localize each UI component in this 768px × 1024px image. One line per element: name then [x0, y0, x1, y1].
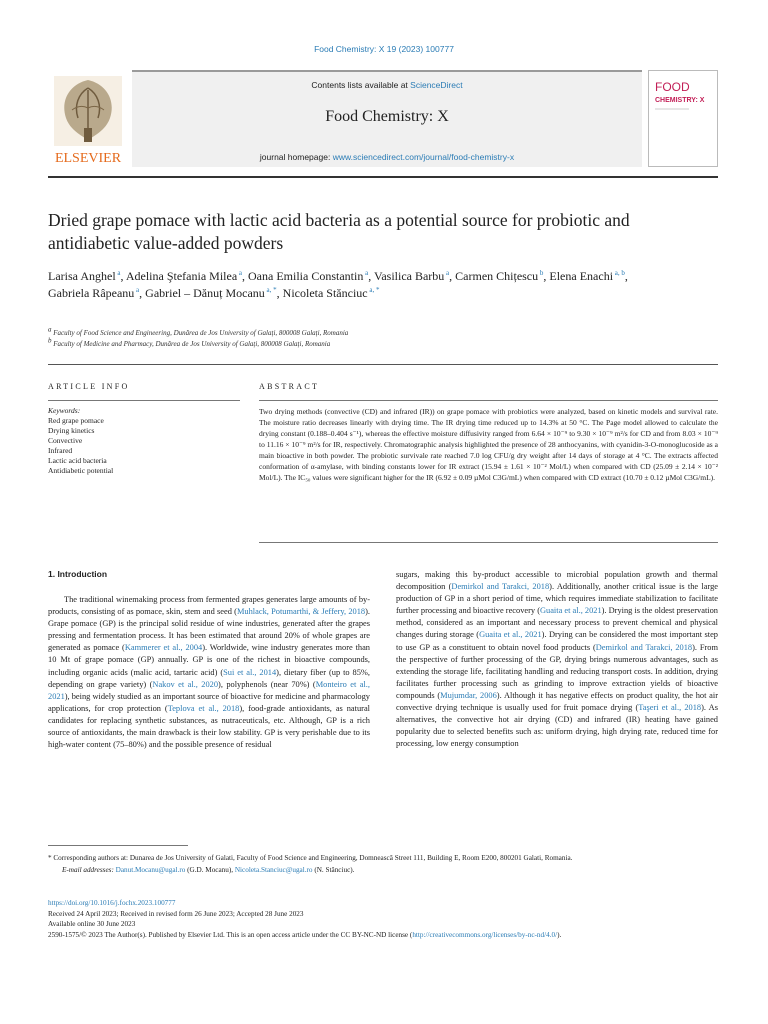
journal-title: Food Chemistry: X: [325, 108, 449, 125]
citation-link[interactable]: Demirkol and Tarakci, 2018: [451, 582, 550, 592]
author-affiliation-mark[interactable]: a, b: [613, 269, 625, 277]
email-label: E-mail addresses:: [62, 866, 116, 874]
elsevier-wordmark: ELSEVIER: [54, 151, 122, 166]
citation-link[interactable]: Demirkol and Tarakci, 2018: [595, 642, 693, 652]
body-text: ), dietary fiber (up to 85%, depending on grape variety) (: [48, 667, 370, 689]
author-name[interactable]: Vasilica Barbu: [373, 269, 445, 283]
received-dates: Received 24 April 2023; Received in revised form 26 June 2023; Accepted 28 June 2023: [48, 909, 304, 918]
affiliation-item: [48, 325, 668, 339]
citation-link[interactable]: Monteiro et al., 2021: [48, 679, 370, 701]
online-date: Available online 30 June 2023: [48, 920, 136, 928]
elsevier-logo[interactable]: [48, 70, 128, 167]
cover-title-line1: FOOD: [655, 80, 690, 94]
corresponding-author-note: * Corresponding authors at: Dunarea de Jos University of Galati, Faculty of Food Science and Engineering, Domnească Street 111, Building E, Room E200, 800201 Galati, Romania.: [48, 854, 573, 862]
header-rule: [48, 176, 718, 178]
keyword-item: Lactic acid bacteria: [48, 456, 107, 465]
author-affiliation-mark[interactable]: a: [363, 269, 369, 277]
homepage-prefix: journal homepage:: [259, 152, 333, 162]
email-link-mocanu[interactable]: Danut.Mocanu@ugal.ro: [115, 866, 186, 874]
intro-column-right: [396, 569, 718, 750]
body-text: ). From the perspective of further processing of the GP, drying brings numerous advantages, such as extending the storage life, facilitating handling and reducing transport costs. In addition, drying facilitates further processing such as grinding to improve extraction yields of bioactive compounds (: [396, 642, 718, 700]
body-text: ), polyphenols (near 70%) (: [218, 679, 316, 689]
keywords-list: [48, 416, 240, 476]
cover-title-line2: CHEMISTRY: X: [655, 97, 705, 104]
citation-link[interactable]: Teplova et al., 2018: [167, 703, 240, 713]
keyword-item: Infrared: [48, 446, 73, 455]
email-line: [48, 864, 718, 876]
author-name[interactable]: Adelina Ştefania Milea: [125, 269, 238, 283]
author-name[interactable]: Oana Emilia Constantin: [248, 269, 364, 283]
body-text: ). Worldwide, wine industry generates more than 10 Mt of grape pomace (GP) annually. GP is one of the richest in bioactive compounds, including organic acids (malic acid, tartaric acid) (: [48, 643, 370, 677]
keyword-item: Convective: [48, 436, 83, 445]
author-name[interactable]: Nicoleta Stănciuc: [282, 286, 368, 300]
citation-link[interactable]: Nakov et al., 2020: [152, 679, 219, 689]
introduction-heading: 1. Introduction: [48, 569, 108, 579]
keyword-item: Antidiabetic potential: [48, 466, 114, 475]
email-link-stanciuc[interactable]: Nicoleta.Stanciuc@ugal.ro: [234, 866, 313, 874]
body-text: sugars, making this by-product accessible to microbial population growth and thermal decomposition (: [396, 570, 718, 592]
author-affiliation-mark[interactable]: a, *: [264, 286, 277, 294]
author-affiliation-mark[interactable]: a, *: [367, 286, 380, 294]
citation-link[interactable]: Kammerer et al., 2004: [124, 643, 203, 653]
license-suffix: ).: [557, 930, 562, 939]
affiliation-text: Faculty of Food Science and Engineering, Dunărea de Jos University of Galați, 800008 Galați, Romania: [53, 329, 349, 337]
footnote-rule: [48, 845, 188, 846]
body-text: ). Drying can be considered the most important step to use GP as a constituent to obtain novel food products (: [396, 630, 718, 652]
affiliation-text: Faculty of Medicine and Pharmacy, Dunărea de Jos University of Galați, 800008 Galați, Romania: [53, 339, 331, 348]
abstract-text: Two drying methods (convective (CD) and infrared (IR)) on grape pomace with probiotics were analyzed, based on kinetic models and survival rate. The moisture ratio decreases linearly with drying time. The IR drying time reduced up to 14.3% at 50 °C. The Page model allowed to calculate the drying constant (0.188–0.404 s⁻¹), whereas the effective moisture diffusivity ranged from 6.64 × 10⁻⁹ to 9.30 × 10⁻⁹ m²/s for CD and from 8.03 × 10⁻⁹ to 11.16 × 10⁻⁹ m²/s for IR, respectively. Chromatographic analysis highlighted the presence of 28 anthocyanins, with cyanidin-3-O-monoglucoside as a main bioactive in both powder. The probiotic survivale rate reached 7.0 log CFU/g dry weight after 14 days of storage at 4 °C. The extracts affected conformation of α-amylase, with binding constants lower for IR extract (15.94 ± 1.61 × 10⁻² Mol/L) when compared with CD (25.09 ± 2.14 × 10⁻² Mol/L). The IC₅₀ values were significant higher for the IR (6.92 ± 0.09 µMol C3G/mL) when compared with CD extract (10.70 ± 0.12 µMol C3G/mL).: [259, 407, 718, 482]
email2-owner: (N. Stănciuc).: [312, 866, 355, 874]
journal-header-box: [132, 70, 642, 167]
footnotes: [48, 852, 718, 876]
keywords-label: Keywords:: [48, 406, 81, 415]
citation-link[interactable]: Guaita et al., 2021: [479, 630, 542, 640]
author-affiliation-mark[interactable]: b: [538, 269, 544, 277]
article-title: Dried grape pomace with lactic acid bacteria as a potential source for probiotic and antidiabetic value-added powders: [48, 210, 630, 253]
affiliation-item: [48, 336, 668, 350]
citation-link[interactable]: Guaita et al., 2021: [539, 606, 602, 616]
homepage-line: [132, 152, 642, 162]
author-affiliation-mark[interactable]: a: [444, 269, 450, 277]
body-text: ). Additionally, another critical issue is the large production of GP in a short period of time, which requires immediate stabilization to facilitate further processing and bioactive recovery (: [396, 582, 719, 616]
body-text: ). As alternatives, the convective hot air drying (CD) and infrared (IR) heating have gained popularity due to selected benefits such as: uniform drying, high drying rate, reduced time for processing, low energy consumption: [396, 703, 718, 749]
body-text: ). Drying is the oldest preservation method, considered as an important and necessary process to prevent chemical and physical changes during storage (: [396, 606, 718, 640]
keyword-item: Red grape pomace: [48, 416, 104, 425]
author-name[interactable]: Gabriel – Dănuț Mocanu: [145, 286, 265, 300]
intro-column-left: [48, 594, 370, 751]
homepage-link[interactable]: www.sciencedirect.com/journal/food-chemistry-x: [332, 152, 515, 162]
citation-link[interactable]: Muhlack, Potumarthi, & Jeffery, 2018: [236, 607, 366, 617]
author-affiliation-mark[interactable]: a: [237, 269, 243, 277]
author-affiliation-mark[interactable]: a: [115, 269, 121, 277]
email1-owner: (G.D. Mocanu),: [185, 866, 235, 874]
contents-prefix: Contents lists available at: [311, 80, 411, 90]
keywords-block: [48, 406, 240, 476]
keyword-item: Drying kinetics: [48, 426, 95, 435]
author-name[interactable]: Carmen Chițescu: [455, 269, 539, 283]
license-prefix: 2590-1575/© 2023 The Author(s). Published by Elsevier Ltd. This is an open access article under the CC BY-NC-ND license (: [48, 930, 413, 939]
section-rule: [48, 364, 718, 365]
author-name[interactable]: Larisa Anghel: [48, 269, 116, 283]
author-affiliation-mark[interactable]: a: [134, 286, 140, 294]
affiliations: [48, 325, 668, 349]
body-text: ). Grape pomace (GP) is the principal solid residue of wine industries, generated after the grapes pressing and fermentation process. It has been estimated that around 20% of whole grapes are generated as pomace (: [48, 607, 371, 653]
author-list: Larisa Anghel $^a$, Adelina Ştefania Milea $^a$, Oana Emilia Constantin $^a$, Vasilica Barbu $^a$, Carmen Chițescu $^b$, Elena Enachi $^{a, b}$, Gabriela Râpeanu $^a$, Gabriel – Dănuț Mocanu $^{a, *}$, Nicoleta Stănciuc $^{a, *}$: [48, 269, 628, 300]
citation-link[interactable]: Taşeri et al., 2018: [638, 703, 702, 713]
article-info-heading: ARTICLE INFO: [48, 382, 130, 391]
body-text: ), food-grade antioxidants, as natural candidates for replacing synthetic substances, as nutraceuticals, etc. Although, GP is a rich source of antioxidants, the main drawback is their low stability. GP is very perishable due to its high-water content (75–80%) and the possible presence of residual: [48, 703, 370, 750]
license-link[interactable]: http://creativecommons.org/licenses/by-nc-nd/4.0/: [412, 930, 558, 939]
doi-link[interactable]: https://doi.org/10.1016/j.fochx.2023.100777: [48, 899, 176, 907]
license-line: [48, 930, 718, 941]
author-name[interactable]: Elena Enachi: [549, 269, 614, 283]
author-name[interactable]: Gabriela Râpeanu: [48, 286, 135, 300]
abstract-heading: ABSTRACT: [259, 382, 320, 391]
affiliation-mark: b: [48, 336, 54, 345]
masthead: [48, 70, 718, 167]
body-text: ), being widely studied as an important source of bioactive for medicine and pharmacology applications, for crop protection (: [48, 691, 370, 713]
body-text: The traditional winemaking process from fermented grapes generates large amounts of by-products, consisting of as pomace, skin, stem and seed (: [48, 595, 370, 617]
citation-link[interactable]: Sui et al., 2014: [223, 667, 277, 677]
abstract-rule: [259, 400, 718, 401]
article-info-rule: [48, 400, 240, 401]
abstract-bottom-rule: [259, 542, 718, 543]
journal-cover-thumbnail[interactable]: [648, 70, 718, 167]
affiliation-mark: a: [48, 325, 54, 334]
contents-line: [132, 80, 642, 90]
citation-link[interactable]: Mujumdar, 2006: [440, 690, 497, 700]
journal-reference[interactable]: Food Chemistry: X 19 (2023) 100777: [314, 44, 454, 54]
publication-info: [48, 898, 718, 940]
sciencedirect-link[interactable]: ScienceDirect: [410, 80, 463, 90]
body-text: ). Although it has negative effects on product quality, the hot air convective drying technique is usually used for fruit pomace drying (: [396, 690, 718, 713]
